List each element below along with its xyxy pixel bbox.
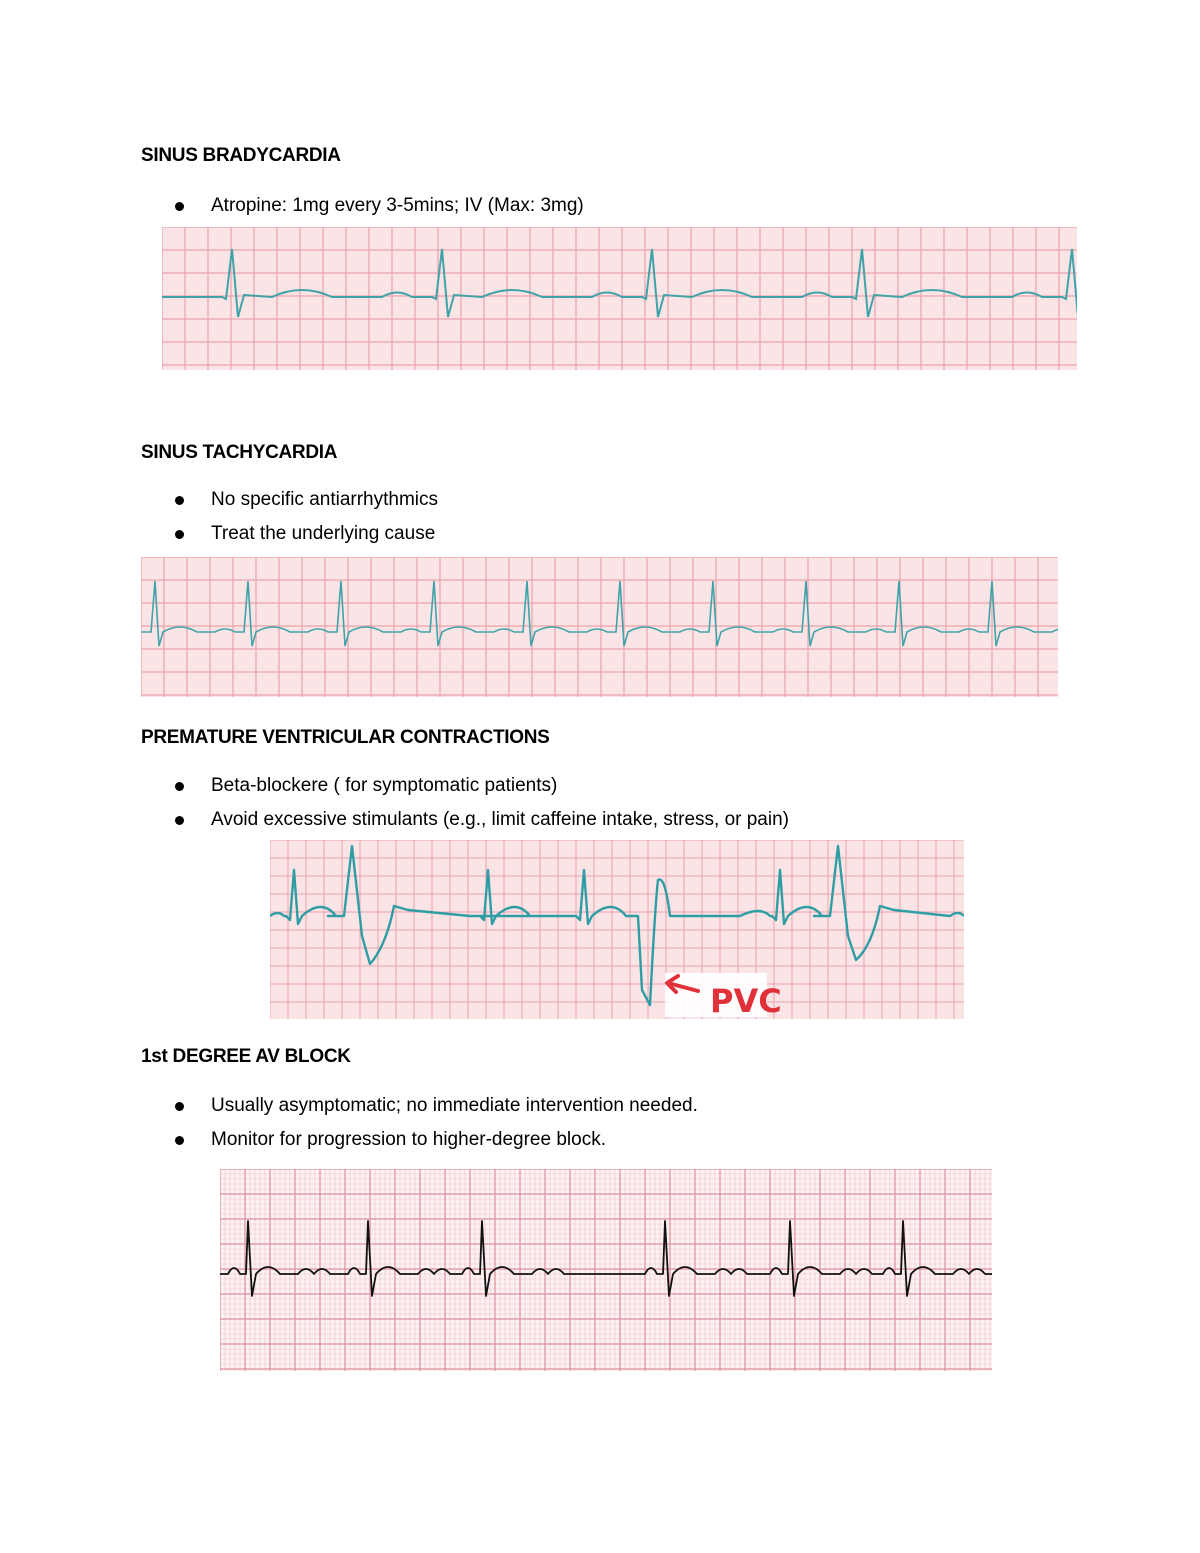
- ecg-strip-first-degree-av-block: [220, 1169, 992, 1371]
- bullet-dot-icon: [175, 530, 184, 539]
- ecg-strip-sinus-tachycardia: [141, 557, 1058, 697]
- bullet-dot-icon: [175, 1136, 184, 1145]
- bullet-list-first-degree-av-block: [141, 1089, 698, 1157]
- bullet-list-pvc: [141, 769, 789, 837]
- list-item: Beta-blockere ( for symptomatic patients): [141, 769, 789, 803]
- bullet-list-sinus-tachycardia: [141, 483, 438, 551]
- bullet-dot-icon: [175, 1102, 184, 1111]
- list-item: No specific antiarrhythmics: [141, 483, 438, 517]
- bullet-dot-icon: [175, 202, 184, 211]
- list-item: Usually asymptomatic; no immediate intervention needed.: [141, 1089, 698, 1123]
- section-title-sinus-tachycardia: SINUS TACHYCARDIA: [141, 442, 338, 463]
- section-title-pvc: PREMATURE VENTRICULAR CONTRACTIONS: [141, 727, 550, 748]
- list-item: Avoid excessive stimulants (e.g., limit caffeine intake, stress, or pain): [141, 803, 789, 837]
- list-item: Treat the underlying cause: [141, 517, 438, 551]
- list-item: Monitor for progression to higher-degree block.: [141, 1123, 698, 1157]
- bullet-list-sinus-bradycardia: [141, 189, 584, 223]
- pvc-label: PVC: [710, 982, 782, 1019]
- bullet-dot-icon: [175, 816, 184, 825]
- bullet-dot-icon: [175, 496, 184, 505]
- list-item: Atropine: 1mg every 3-5mins; IV (Max: 3mg): [141, 189, 584, 223]
- ecg-strip-pvc: [270, 840, 964, 1019]
- section-title-sinus-bradycardia: SINUS BRADYCARDIA: [141, 145, 341, 166]
- ecg-strip-sinus-bradycardia: [162, 227, 1077, 370]
- section-title-first-degree-av-block: 1st DEGREE AV BLOCK: [141, 1046, 351, 1067]
- bullet-dot-icon: [175, 782, 184, 791]
